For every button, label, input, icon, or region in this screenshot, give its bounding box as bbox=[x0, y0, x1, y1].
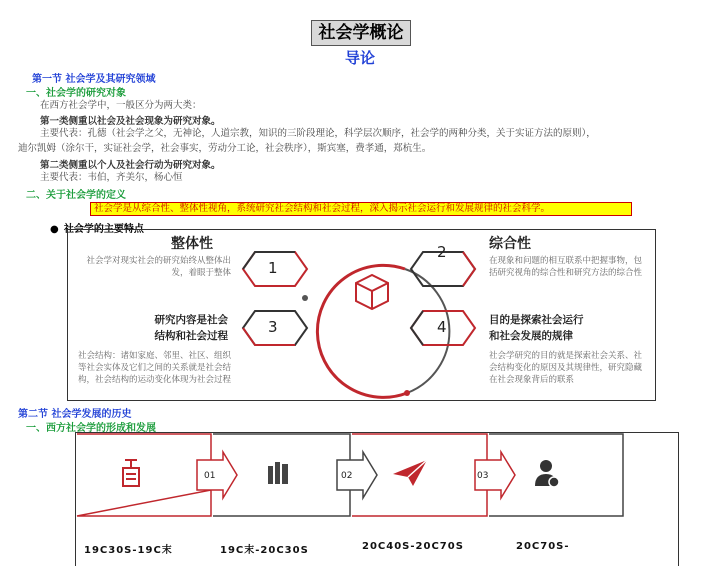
type1-reps-line1: 主要代表：孔德（社会学之父，无神论，人道宗教，知识的三阶段理论，科学层次顺序，社会学的两种分类，关于实证方法的原则）， bbox=[40, 128, 596, 139]
stage-1-frame bbox=[77, 434, 211, 516]
books-icon bbox=[268, 462, 288, 484]
feature-1-text: 社会学对现实社会的研究始终从整体出发，着眼于整体 bbox=[86, 256, 231, 278]
user-icon bbox=[535, 460, 559, 487]
definition-highlight: 社会学是从综合性、整体性视角，系统研究社会结构和社会过程，深入揭示社会运行和发展规律的社会科学。 bbox=[90, 202, 632, 216]
section1-heading: 第一节 社会学及其研究领域 bbox=[32, 74, 156, 85]
type2-reps: 主要代表：韦伯，齐美尔，杨心恒 bbox=[40, 172, 183, 183]
stage-1-label: 19C30S-19C末 bbox=[84, 545, 173, 556]
feature-4-title bbox=[489, 312, 649, 344]
section2-heading: 第二节 社会学发展的历史 bbox=[18, 409, 132, 420]
feature-1-title: 整体性 bbox=[171, 236, 213, 252]
feature-2-title: 综合性 bbox=[489, 236, 531, 252]
stage-4-label: 20C70S- bbox=[516, 541, 570, 552]
step-03: 03 bbox=[477, 471, 489, 481]
feature-4-number: 4 bbox=[437, 318, 447, 336]
feature-2-number: 2 bbox=[437, 243, 447, 261]
type2-title: 第二类侧重以个人及社会行动为研究对象。 bbox=[40, 160, 221, 171]
intro-line: 在西方社会学中，一般区分为两大类： bbox=[40, 100, 202, 111]
paper-plane-icon bbox=[393, 460, 427, 486]
desk-icon bbox=[123, 460, 139, 486]
section2-sub1: 一、西方社会学的形成和发展 bbox=[26, 423, 156, 434]
type1-reps-line2: 迪尔凯姆（涂尔干，实证社会学，社会事实，劳动分工论，社会秩序），斯宾塞，费孝通，郑杭生。 bbox=[18, 143, 432, 154]
page-subtitle: 导论 bbox=[344, 49, 375, 67]
feature-4-title-line2: 和社会发展的规律 bbox=[489, 330, 573, 342]
section1-sub1: 一、社会学的研究对象 bbox=[26, 88, 126, 99]
features-heading-text: 社会学的主要特点 bbox=[63, 224, 144, 235]
type1-title: 第一类侧重以社会及社会现象为研究对象。 bbox=[40, 116, 221, 127]
feature-4-text: 社会学研究的目的就是探索社会关系、社会结构变化的原因及其规律性，研究隐藏在社会现象背后的联系 bbox=[489, 351, 643, 385]
stage-3-label: 20C40S-20C70S bbox=[362, 541, 464, 552]
feature-3-title-line2: 结构和社会过程 bbox=[154, 330, 228, 342]
feature-3-title bbox=[124, 312, 228, 344]
feature-3-text: 社会结构：诸如家庭、邻里、社区、组织等社会实体及它们之间的关系就是社会结构，社会结构的运动变化体现为社会过程 bbox=[77, 351, 231, 385]
box-icon bbox=[356, 275, 388, 309]
feature-1-number: 1 bbox=[268, 259, 278, 277]
page-title: 社会学概论 bbox=[311, 20, 411, 46]
dot-marker bbox=[404, 390, 410, 396]
step-01: 01 bbox=[204, 471, 216, 481]
dot-marker bbox=[302, 295, 308, 301]
feature-3-number: 3 bbox=[268, 318, 278, 336]
feature-4-title-line1: 目的是探索社会运行 bbox=[489, 314, 584, 326]
section1-sub2: 二、关于社会学的定义 bbox=[26, 190, 126, 201]
feature-2-text: 在现象和问题的相互联系中把握事物，包括研究视角的综合性和研究方法的综合性 bbox=[489, 256, 643, 278]
feature-3-title-line1: 研究内容是社会 bbox=[154, 314, 228, 326]
stage-2-label: 19C末-20C30S bbox=[220, 545, 309, 556]
step-02: 02 bbox=[341, 471, 353, 481]
bullet-icon: ● bbox=[50, 224, 59, 235]
